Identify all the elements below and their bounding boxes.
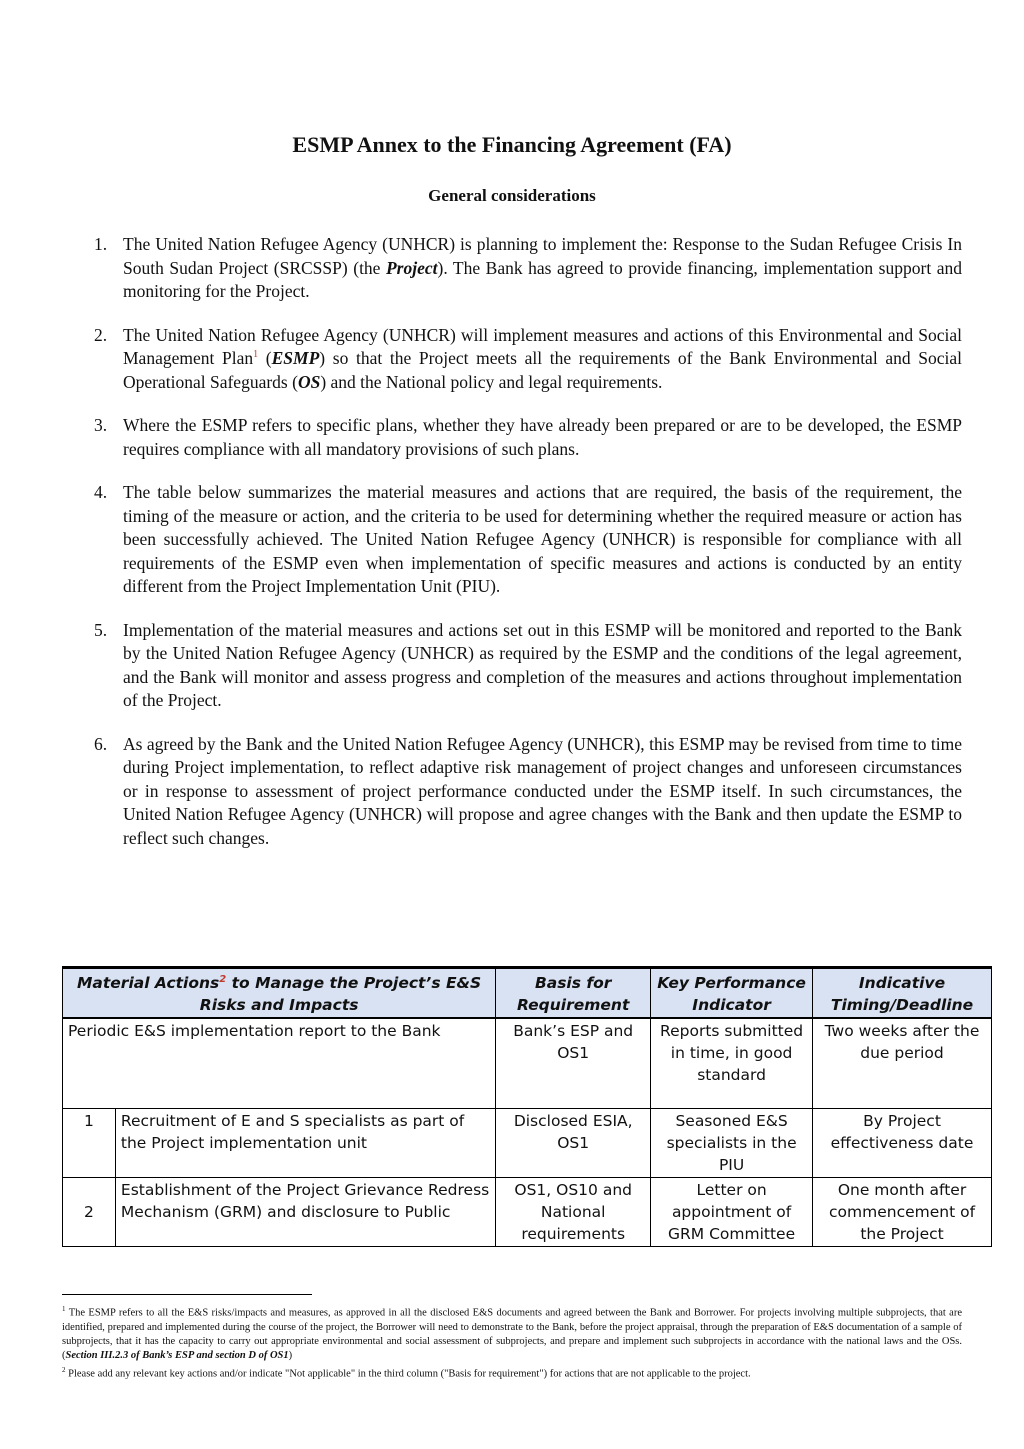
item-text: As agreed by the Bank and the United Nation Refugee Agency (UNHCR), this ESMP may be revised from time to time during Project implementation, to reflect adaptive risk management of project changes and unforeseen circumstances or in response to assessment of project performance conducted under the ESMP itself. In such circumstances, the United Nation Refugee Agency (UNHCR) will propose and agree changes with the Bank and then update the ESMP to reflect such changes.: [123, 733, 962, 848]
item-text: (: [258, 348, 272, 368]
list-number: 3.: [94, 415, 108, 435]
section-heading: General considerations: [428, 186, 596, 205]
cell-kpi: Seasoned E&S specialists in the PIU: [651, 1108, 813, 1177]
header-timing: Indicative Timing/Deadline: [813, 968, 992, 1019]
cell-kpi: Letter on appointment of GRM Committee: [651, 1177, 813, 1246]
list-item: [90, 324, 962, 395]
table-row: [63, 1018, 992, 1108]
list-item: [90, 619, 962, 713]
esmp-table: [62, 966, 992, 1247]
header-material-actions: Material Actions$^2$ to Manage the Project’s E&S Risks and Impacts: [63, 968, 496, 1019]
item-text: ) and the National policy and legal requirements.: [320, 371, 663, 392]
cell-kpi: Reports submitted in time, in good standard: [651, 1018, 813, 1108]
list-number: 4.: [94, 482, 108, 502]
list-item: [90, 414, 962, 461]
footnote-2: $^2$ Please add any relevant key actions and/or indicate "Not applicable" in the third column ("Basis for requirement") for actions that are not applicable to the project.: [62, 1365, 751, 1379]
cell-basis: Bank’s ESP and OS1: [496, 1018, 651, 1108]
list-item: [90, 733, 962, 851]
list-item: [90, 481, 962, 599]
table-row: [63, 1177, 992, 1246]
item-text: Implementation of the material measures and actions set out in this ESMP will be monitored and reported to the Bank by the United Nation Refugee Agency (UNHCR) as required by the ESMP and the conditions of the legal agreement, and the Bank will monitor and assess progress and completion of the measures and actions throughout implementation of the Project.: [123, 619, 962, 710]
table-header-row: [63, 968, 992, 1019]
cell-timing: Two weeks after the due period: [813, 1018, 992, 1108]
item-text: The United Nation Refugee Agency (UNHCR) is planning to implement the: Response to the Sudan Refugee Crisis In South Sudan Project (SRCSSP) (the: [123, 234, 962, 278]
item-text: ) so that the Project meets all the requirements of the Bank Environmental and Social Operational Safeguards (: [123, 348, 963, 392]
item-text: The table below summarizes the material measures and actions that are required, the basis of the requirement, the timing of the measure or action, and the criteria to be used for determining whether the required measure or action has been successfully achieved. The United Nation Refugee Agency (UNHCR) is responsible for compliance with all requirements of the ESMP even when implementation of specific measures and actions is conducted by an entity different from the Project Implementation Unit (PIU).: [123, 482, 962, 596]
list-number: 1.: [94, 234, 108, 254]
header-kpi: Key Performance Indicator: [651, 968, 813, 1019]
cell-timing: One month after commencement of the Project: [813, 1177, 992, 1246]
item-text: The United Nation Refugee Agency (UNHCR) will implement measures and actions of this Environmental and Social Management Plan: [123, 324, 962, 368]
item-text: Where the ESMP refers to specific plans, whether they have already been prepared or are to be developed, the ESMP requires compliance with all mandatory provisions of such plans.: [123, 415, 962, 459]
header-basis: Basis for Requirement: [496, 968, 651, 1019]
cell-action: Periodic E&S implementation report to the Bank: [63, 1018, 496, 1108]
footnote-ref[interactable]: 2: [219, 973, 227, 985]
footnote-ref[interactable]: 1: [253, 349, 259, 361]
list-item: [90, 233, 962, 304]
cell-basis: OS1, OS10 and National requirements: [496, 1177, 651, 1246]
page-title: ESMP Annex to the Financing Agreement (FA): [292, 132, 732, 157]
table-row: [63, 1108, 992, 1177]
cell-number: 1: [63, 1108, 116, 1177]
list-number: 6.: [94, 733, 108, 754]
footnote-1: $^1$ The ESMP refers to all the E&S risks/impacts and measures, as approved in all the disclosed E&S documents and agreed between the Bank and Borrower. For projects involving multiple subprojects, that are identified, prepared and implemented during the course of the project, the Borrower will need to demonstrate to the Bank, before the project appraisal, through the preparation of E&S documentation of a sample of subprojects, that it has the capacity to carry out appropriate environmental and social assessment of subprojects, and prepare and implement such subprojects in accordance with the national laws and the OSs. (Section III.2.3 of Bank’s ESP and section D of OS1): [62, 1305, 962, 1361]
item-emphasis: OS: [297, 371, 321, 392]
cell-action: Recruitment of E and S specialists as part of the Project implementation unit: [115, 1108, 495, 1177]
cell-basis: Disclosed ESIA, OS1: [496, 1108, 651, 1177]
item-emphasis: Project: [385, 257, 438, 278]
list-number: 2.: [94, 324, 108, 345]
footnote-divider: [62, 1294, 312, 1295]
cell-action: Establishment of the Project Grievance Redress Mechanism (GRM) and disclosure to Public: [115, 1177, 495, 1246]
item-text: ). The Bank has agreed to provide financing, implementation support and monitoring for the Project.: [123, 257, 962, 301]
item-emphasis: ESMP: [271, 348, 320, 368]
cell-number: 2: [63, 1177, 116, 1246]
footnotes: [62, 1302, 962, 1381]
cell-timing: By Project effectiveness date: [813, 1108, 992, 1177]
considerations-list: [90, 233, 962, 870]
list-number: 5.: [94, 619, 108, 640]
